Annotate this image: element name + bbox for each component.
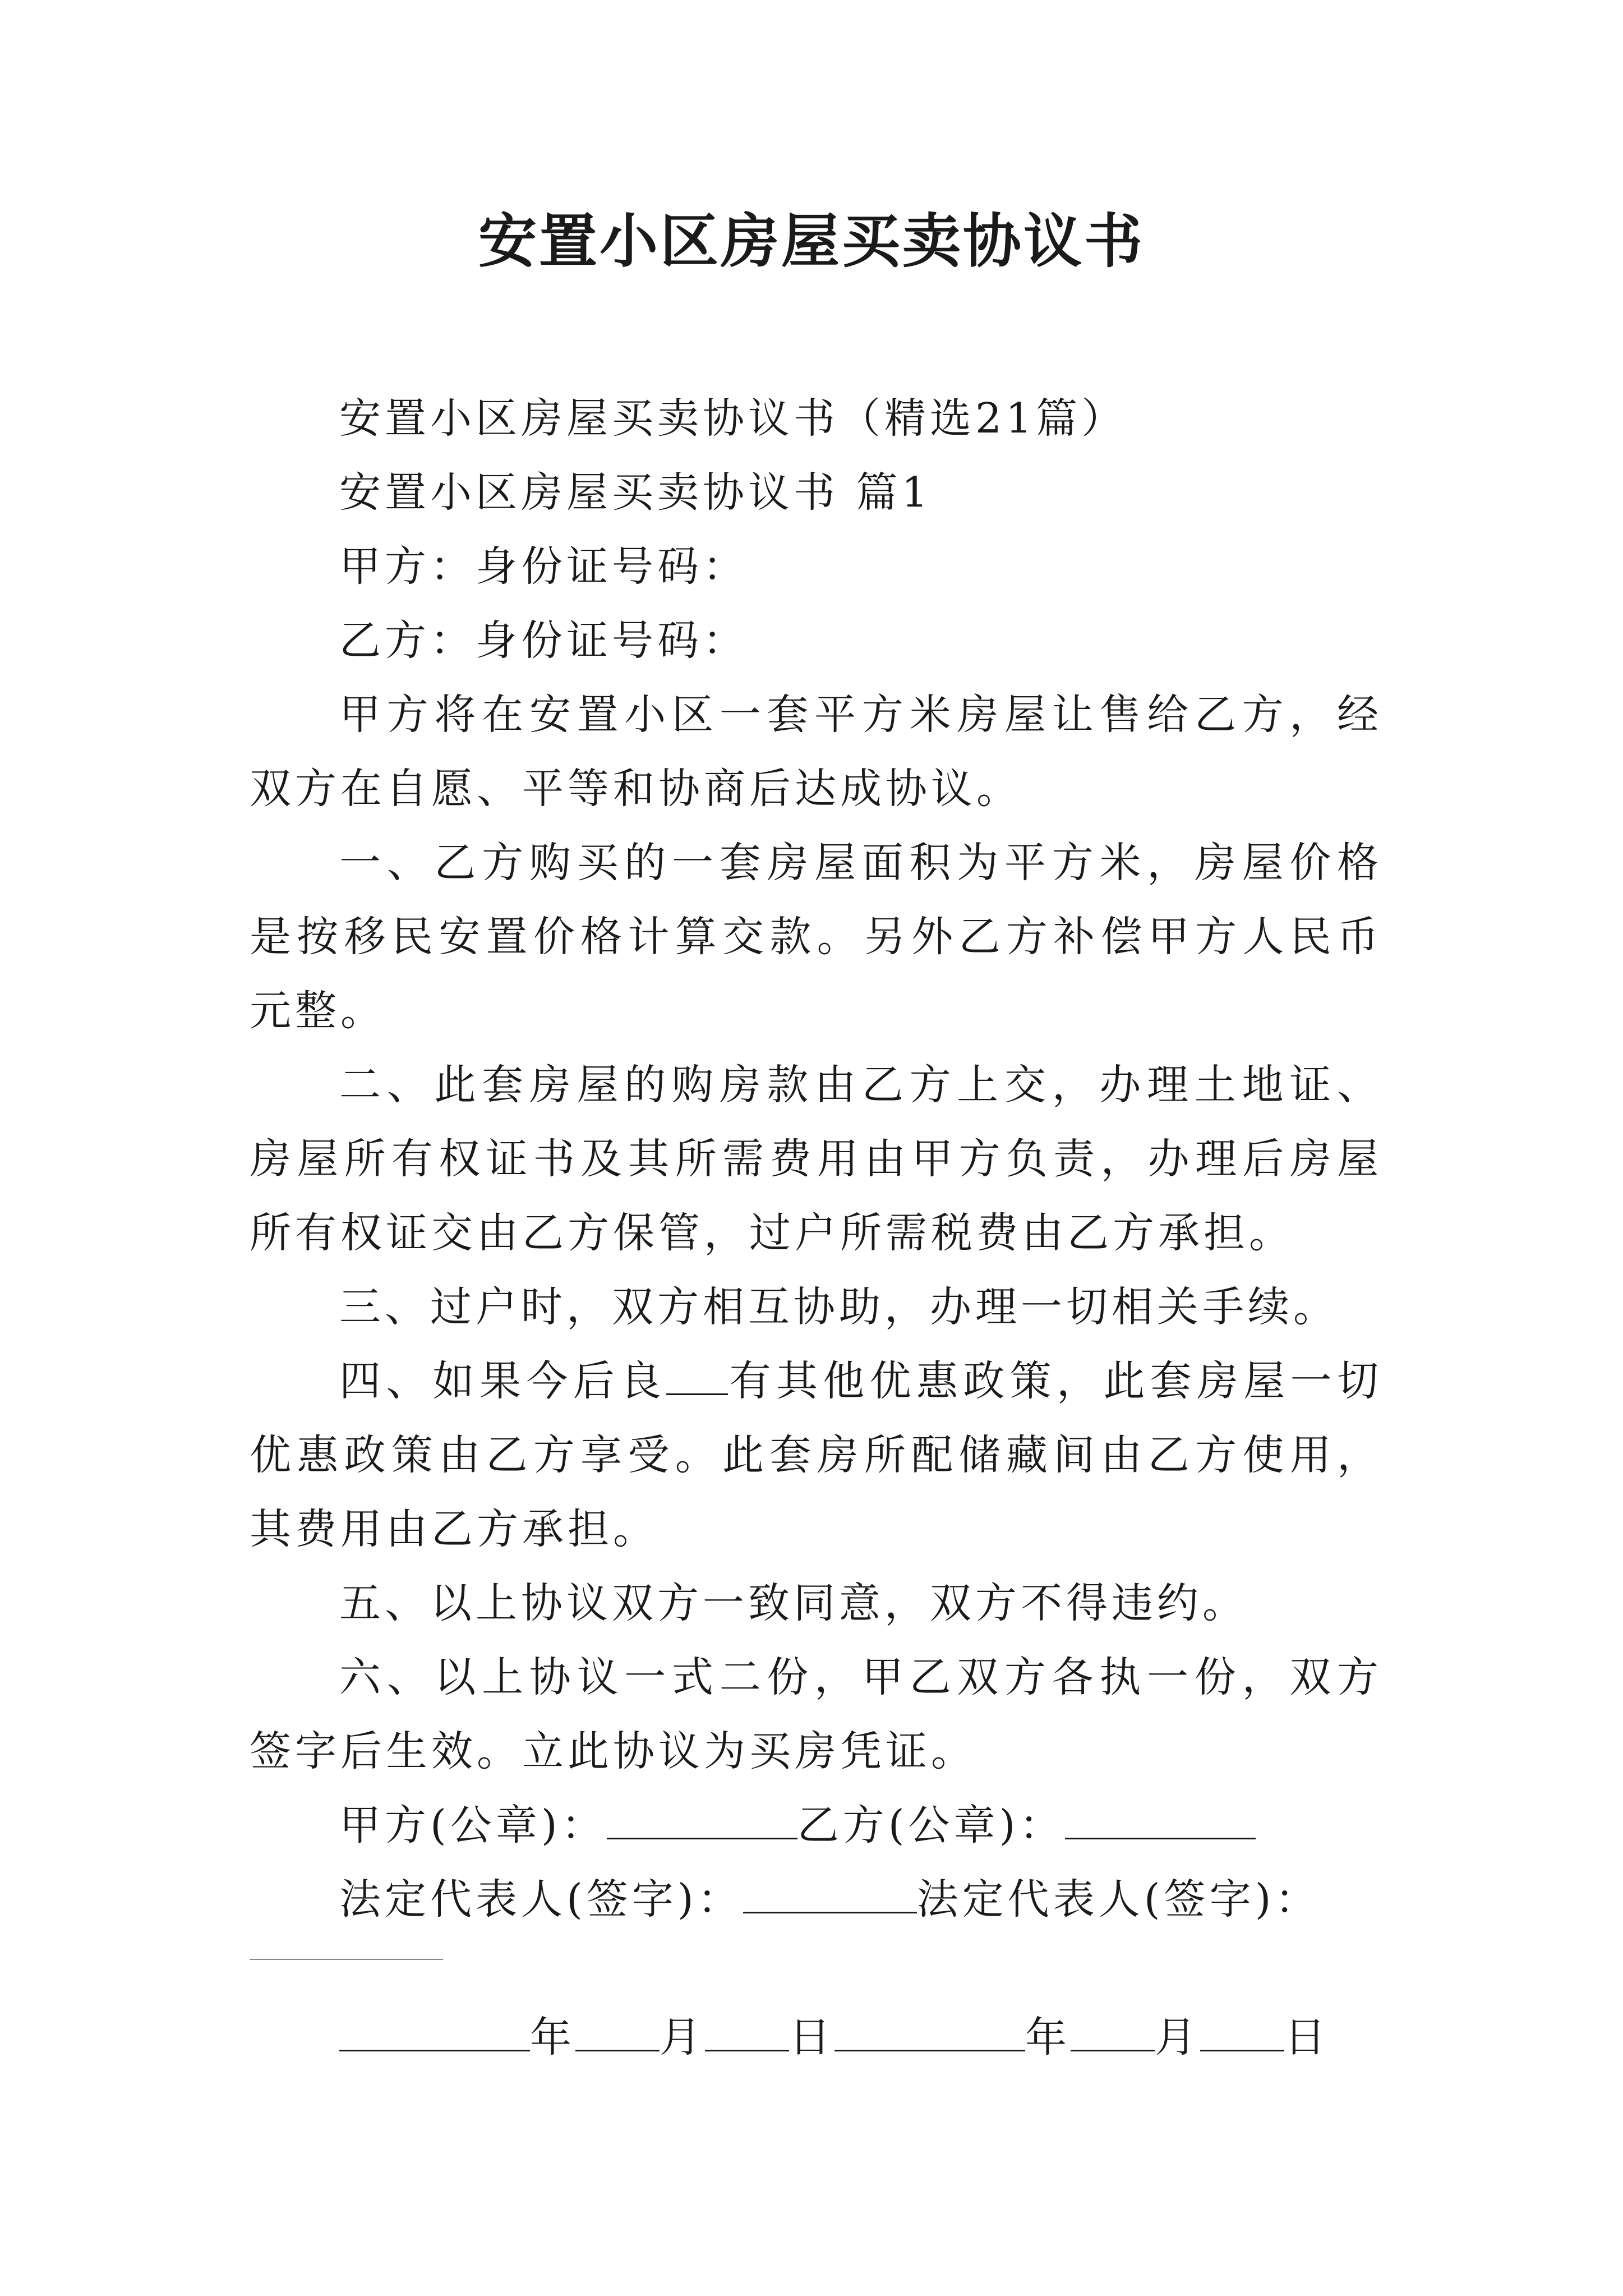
- representative-line: [250, 1862, 1382, 1936]
- clause-4-part1: 四、如果今后良: [339, 1357, 667, 1405]
- heading-line: 安置小区房屋买卖协议书（精选21篇）: [339, 394, 1127, 443]
- seal-a-label: 甲方(公章)：: [339, 1801, 607, 1849]
- clause-4-part2: 有其他优惠政策，此套房屋一切优惠政策由乙方享受。此套房所配储藏间由乙方使用，其费用由乙方承担。: [250, 1357, 1383, 1553]
- month-blank-b: [1071, 2016, 1155, 2051]
- seal-line: [250, 1788, 1382, 1862]
- year-label-b: 年: [1025, 2013, 1071, 2062]
- month-blank-a: [575, 2016, 660, 2051]
- seal-b-blank: [1065, 1804, 1256, 1839]
- year-label-a: 年: [530, 2013, 575, 2062]
- month-label-b: 月: [1155, 2013, 1200, 2062]
- seal-b-label: 乙方(公章)：: [797, 1801, 1065, 1849]
- year-blank-b: [834, 2016, 1025, 2051]
- day-label-b: 日: [1284, 2013, 1330, 2062]
- rep-a-label: 法定代表人(签字)：: [339, 1875, 743, 1924]
- month-label-a: 月: [660, 2013, 705, 2062]
- seal-a-blank: [607, 1804, 797, 1839]
- blank-line: [666, 1360, 728, 1395]
- day-label-a: 日: [789, 2013, 834, 2062]
- document-body: [250, 381, 1382, 2074]
- intro-paragraph: 甲方将在安置小区一套平方米房屋让售给乙方，经双方在自愿、平等和协商后达成协议。: [250, 691, 1382, 813]
- clause-2: 二、此套房屋的购房款由乙方上交，办理土地证、房屋所有权证书及其所需费用由甲方负责，办理后房屋所有权证交由乙方保管，过户所需税费由乙方承担。: [250, 1061, 1382, 1257]
- clause-3: 三、过户时，双方相互协助，办理一切相关手续。: [339, 1283, 1339, 1331]
- rep-a-blank: [743, 1878, 917, 1913]
- party-a-line: 甲方：身份证号码：: [339, 542, 748, 591]
- day-blank-b: [1200, 2016, 1284, 2051]
- clause-4: [250, 1344, 1382, 1566]
- date-line: [250, 2000, 1382, 2074]
- year-blank-a: [339, 2016, 530, 2051]
- document-title: 安置小区房屋买卖协议书: [478, 206, 1145, 275]
- clause-6: 六、以上协议一式二份，甲乙双方各执一份，双方签字后生效。立此协议为买房凭证。: [250, 1653, 1382, 1775]
- clause-1: 一、乙方购买的一套房屋面积为平方米，房屋价格是按移民安置价格计算交款。另外乙方补偿甲方人民币元整。: [250, 839, 1382, 1035]
- clause-5: 五、以上协议双方一致同意，双方不得违约。: [339, 1579, 1248, 1627]
- rep-b-label: 法定代表人(签字)：: [916, 1875, 1321, 1924]
- rep-b-blank: [250, 1959, 443, 1960]
- section-line: 安置小区房屋买卖协议书 篇1: [339, 468, 932, 517]
- day-blank-a: [705, 2016, 789, 2051]
- party-b-line: 乙方：身份证号码：: [339, 616, 748, 665]
